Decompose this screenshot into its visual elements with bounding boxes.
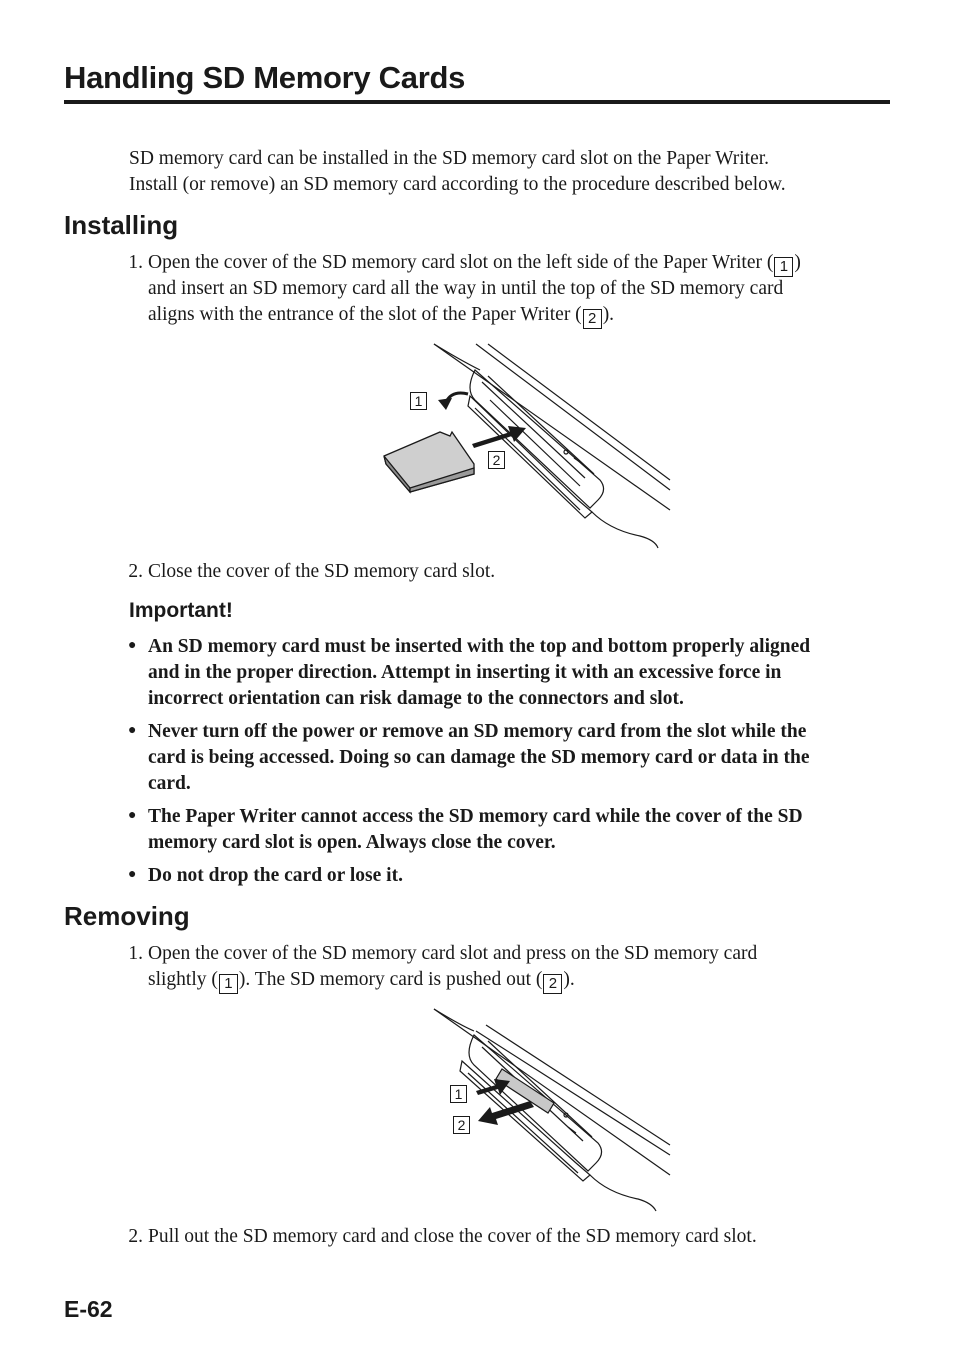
important-item-2-line-1: Never turn off the power or remove an SD memory card from the slot while the: [148, 721, 807, 742]
installing-figure: [380, 340, 680, 550]
figure-label-1: 1: [410, 392, 427, 410]
installing-step1-line-3: [148, 302, 614, 329]
page-title: Handling SD Memory Cards: [64, 60, 466, 95]
intro-line-1: SD memory card can be installed in the SD memory card slot on the Paper Writer.: [129, 148, 770, 169]
installing-heading: Installing: [64, 210, 179, 240]
text: slightly (: [148, 969, 218, 990]
installing-step2-text: Close the cover of the SD memory card slot.: [148, 561, 496, 582]
installing-step2-number: 2.: [128, 561, 143, 582]
removing-step1-number: 1.: [128, 943, 143, 964]
key-2-icon: 2: [583, 309, 602, 329]
installing-step1-line-1: [148, 250, 801, 277]
title-rule: [64, 100, 890, 104]
figure-label-1: 1: [450, 1085, 467, 1103]
removing-step2-number: 2.: [128, 1226, 143, 1247]
important-item-1-line-1: An SD memory card must be inserted with the top and bottom properly aligned: [148, 636, 811, 657]
removing-heading: Removing: [64, 901, 190, 931]
text: ).: [602, 304, 615, 325]
important-item-4-line-1: Do not drop the card or lose it.: [148, 865, 403, 886]
text: aligns with the entrance of the slot of the Paper Writer (: [148, 304, 582, 325]
intro-line-2: Install (or remove) an SD memory card according to the procedure described below.: [129, 174, 786, 195]
bullet-icon: ●: [128, 867, 137, 882]
important-item-3-line-1: The Paper Writer cannot access the SD memory card while the cover of the SD: [148, 806, 803, 827]
key-1-icon: 1: [774, 257, 793, 277]
important-item-1-line-2: and in the proper direction. Attempt in inserting it with an excessive force in: [148, 662, 782, 683]
bullet-icon: ●: [128, 723, 137, 738]
bullet-icon: ●: [128, 808, 137, 823]
text: ).: [563, 969, 575, 990]
installing-step1-line-2: and insert an SD memory card all the way in until the top of the SD memory card: [148, 278, 784, 299]
important-item-3-line-2: memory card slot is open. Always close the cover.: [148, 832, 556, 853]
sd-card-remove-illustration: [430, 1005, 680, 1215]
text: ). The SD memory card is pushed out (: [238, 969, 543, 990]
bullet-icon: ●: [128, 638, 137, 653]
key-2-icon: 2: [543, 974, 562, 994]
figure-label-2: 2: [453, 1116, 470, 1134]
page-number: E-62: [64, 1296, 113, 1322]
important-item-1-line-3: incorrect orientation can risk damage to the connectors and slot.: [148, 688, 684, 709]
removing-step1-line-1: Open the cover of the SD memory card slot and press on the SD memory card: [148, 943, 758, 964]
removing-figure: [430, 1005, 680, 1215]
text: ): [794, 252, 801, 273]
removing-step1-line-2: [148, 967, 575, 994]
text: Open the cover of the SD memory card slot on the left side of the Paper Writer (: [148, 252, 774, 273]
important-item-2-line-2: card is being accessed. Doing so can damage the SD memory card or data in the: [148, 747, 810, 768]
figure-label-2: 2: [488, 451, 505, 469]
removing-step2-text: Pull out the SD memory card and close the cover of the SD memory card slot.: [148, 1226, 757, 1247]
sd-card-insert-illustration: [380, 340, 680, 550]
key-1-icon: 1: [219, 974, 238, 994]
installing-step1-number: 1.: [128, 252, 143, 273]
important-heading: Important!: [129, 599, 233, 622]
important-item-2-line-3: card.: [148, 773, 191, 794]
